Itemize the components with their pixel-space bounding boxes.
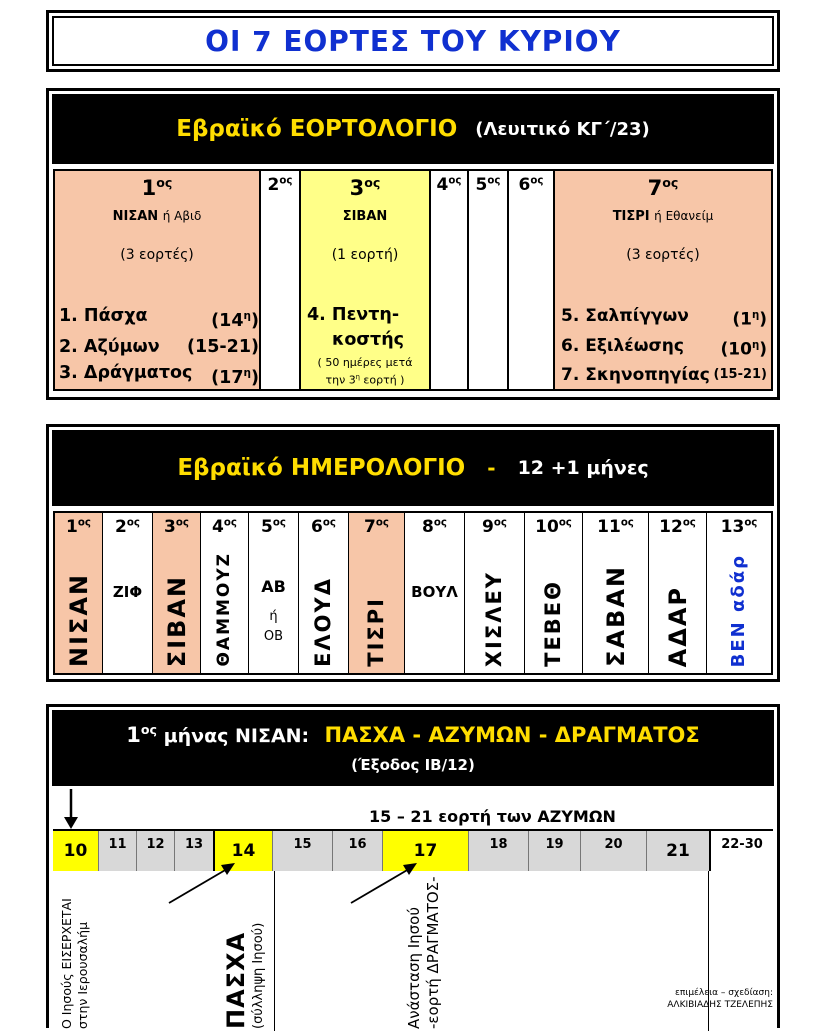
festival-month-5 (469, 171, 509, 389)
month-ordinal: $10^{o\varsigma}$ (535, 517, 572, 537)
month-cell (153, 513, 201, 673)
month-name: ΣΙΒΑΝ (162, 574, 191, 667)
month-name: ΣΙΒΑΝ (342, 209, 388, 224)
title-inner (52, 16, 774, 66)
day-cell: 19 (529, 831, 581, 871)
credit: επιμέλεια – σχεδίαση: ΑΛΚΙΒΙΑΔΗΣ ΤΖΕΛΕΠΗΣ (667, 988, 773, 1010)
note-resurrection: Ανάσταση Ιησού -εορτή ΔΡΑΓΜΑΤΟΣ- (405, 876, 442, 1029)
festival-item: 3. Δράγματος $(17^\eta)$ (59, 362, 259, 388)
festival-month-nisan (55, 171, 261, 389)
pentecost-note: ( 50 ημέρες μετά την $3^\eta$ εορτή ) (317, 356, 413, 387)
month-ordinal: $4^{o\varsigma}$ (212, 517, 237, 537)
month-ordinal: $11^{o\varsigma}$ (597, 517, 634, 537)
festivals-reference: (Λευιτικό ΚΓ΄/23) (475, 118, 650, 140)
month-name: ΒΕΝ αδάρ (728, 553, 749, 667)
day-cell: 18 (469, 831, 529, 871)
month-ordinal: $5^{o\varsigma}$ (261, 517, 286, 537)
month-cell (349, 513, 405, 673)
month-ordinal: $6^{o\varsigma}$ (518, 175, 544, 195)
months-row (53, 511, 773, 675)
calendar-heading: Εβραϊκό ΗΜΕΡΟΛΟΓΙΟ (177, 455, 466, 481)
month-ordinal: $7^{o\varsigma}$ (647, 175, 679, 200)
festival-month-sivan (301, 171, 431, 389)
festival-list (561, 303, 767, 388)
calendar-dash: - (487, 456, 496, 480)
festival-item: 6. Εξιλέωσης $(10^\eta)$ (561, 335, 767, 360)
festivals-heading: Εβραϊκό ΕΟΡΤΟΛΟΓΙΟ (176, 116, 458, 142)
day-cell: 17 (383, 831, 469, 871)
festival-month-2 (261, 171, 301, 389)
arrow-pascha-icon (163, 859, 243, 909)
month-cell (707, 513, 771, 673)
month-ordinal: $1^{o\varsigma}$ (141, 175, 173, 200)
month-ordinal: $8^{o\varsigma}$ (422, 517, 447, 537)
month-ordinal: $2^{o\varsigma}$ (115, 517, 140, 537)
month-ordinal: $6^{o\varsigma}$ (311, 517, 336, 537)
month-ordinal: $1^{o\varsigma}$ (66, 517, 91, 537)
note-entry: Ο Ιησούς ΕΙΣΕΡΧΕΤΑΙ στην Ιερουσαλήμ (59, 898, 90, 1029)
month-ordinal: $5^{o\varsigma}$ (475, 175, 501, 195)
nisan-header (52, 710, 774, 786)
festival-pentecost: 4. Πεντη- κοστής (307, 305, 405, 350)
festival-list (59, 303, 259, 391)
month-name: ΝΙΣΑΝ ή Αβιδ (112, 209, 202, 224)
festivals-section (46, 88, 780, 400)
month-cell (103, 513, 153, 673)
month-ordinal: $2^{o\varsigma}$ (267, 175, 293, 195)
page-title: ΟΙ 7 ΕΟΡΤΕΣ ΤΟΥ ΚΥΡΙΟΥ (205, 24, 621, 58)
month-name: ΒΟΥΛ (411, 583, 458, 601)
month-ordinal: $9^{o\varsigma}$ (482, 517, 507, 537)
day-cell: 12 (137, 831, 175, 871)
day-cell: 22-30 (711, 831, 773, 871)
festival-item: 1. Πάσχα $(14^\eta)$ (59, 306, 259, 331)
month-ordinal: $13^{o\varsigma}$ (720, 517, 758, 537)
month-cell (55, 513, 103, 673)
note-pascha: ΠΑΣΧΑ (σύλληψη Ιησού) (222, 922, 266, 1029)
festivals-header (52, 94, 774, 164)
festival-count: (3 εορτές) (626, 247, 700, 263)
calendar-subheading: 12 +1 μήνες (517, 457, 649, 479)
month-name: ΕΛΟΥΔ (311, 577, 335, 667)
day-cell: 21 (647, 831, 711, 871)
calendar-header (52, 430, 774, 506)
month-cell (525, 513, 583, 673)
notes-area (53, 871, 773, 1031)
month-cell (583, 513, 649, 673)
month-ordinal: $3^{o\varsigma}$ (349, 175, 381, 200)
month-cell (405, 513, 465, 673)
nisan-reference: (Έξοδος ΙΒ/12) (351, 756, 475, 774)
month-name: ΑΔΑΡ (663, 585, 692, 667)
month-cell (249, 513, 299, 673)
month-name: ΤΙΣΡΙ (364, 597, 388, 667)
festival-count: (1 εορτή) (331, 247, 399, 263)
title-box (46, 10, 780, 72)
month-ordinal: $4^{o\varsigma}$ (436, 175, 462, 195)
month-alt: ΟΒ (263, 629, 284, 644)
festival-count: (3 εορτές) (120, 247, 194, 263)
day-cell: 20 (581, 831, 647, 871)
day-cell: 16 (333, 831, 383, 871)
festival-item: 2. Αζύμων (15-21) (59, 336, 259, 357)
month-name: ΧΙΣΛΕΥ (482, 570, 506, 667)
month-name: ΤΕΒΕΘ (541, 580, 565, 667)
festival-month-6 (509, 171, 555, 389)
calendar-section (46, 424, 780, 682)
arrow-resurrection-icon (345, 859, 425, 909)
month-cell (649, 513, 707, 673)
day-cell: 14 (215, 831, 273, 871)
month-name: ΤΙΣΡΙ ή Εθανείμ (612, 209, 714, 224)
day-cell: 10 (53, 831, 99, 871)
day-cell: 13 (175, 831, 215, 871)
nisan-section (46, 704, 780, 1028)
month-ordinal: $3^{o\varsigma}$ (164, 517, 189, 537)
month-cell (465, 513, 525, 673)
day-cell: 11 (99, 831, 137, 871)
month-cell (299, 513, 349, 673)
festival-month-4 (431, 171, 469, 389)
month-ordinal: $12^{o\varsigma}$ (659, 517, 696, 537)
month-alt: ή (269, 609, 278, 624)
festivals-grid (53, 169, 773, 391)
festival-item: 5. Σαλπίγγων $(1^\eta)$ (561, 306, 767, 330)
month-name: ΑΒ (261, 577, 286, 596)
arrow-down-icon (61, 787, 81, 831)
month-name: ΝΙΣΑΝ (64, 572, 93, 667)
nisan-heading: $1^{o\varsigma}$ μήνας ΝΙΣΑΝ: ΠΑΣΧΑ - ΑΖΥΜΩΝ - ΔΡΑΓΜΑΤΟΣ (126, 722, 700, 747)
month-cell (201, 513, 249, 673)
festival-month-tishri (555, 171, 771, 389)
festival-item: 7. Σκηνοπηγίας (15-21) (561, 365, 767, 386)
month-name: ΖΙΦ (112, 583, 143, 601)
azymon-label: 15 – 21 εορτή των ΑΖΥΜΩΝ (369, 807, 616, 826)
month-ordinal: $7^{o\varsigma}$ (364, 517, 389, 537)
day-cell: 15 (273, 831, 333, 871)
month-name: ΣΑΒΑΝ (601, 565, 630, 667)
month-name: ΘΑΜΜΟΥΖ (214, 552, 234, 667)
